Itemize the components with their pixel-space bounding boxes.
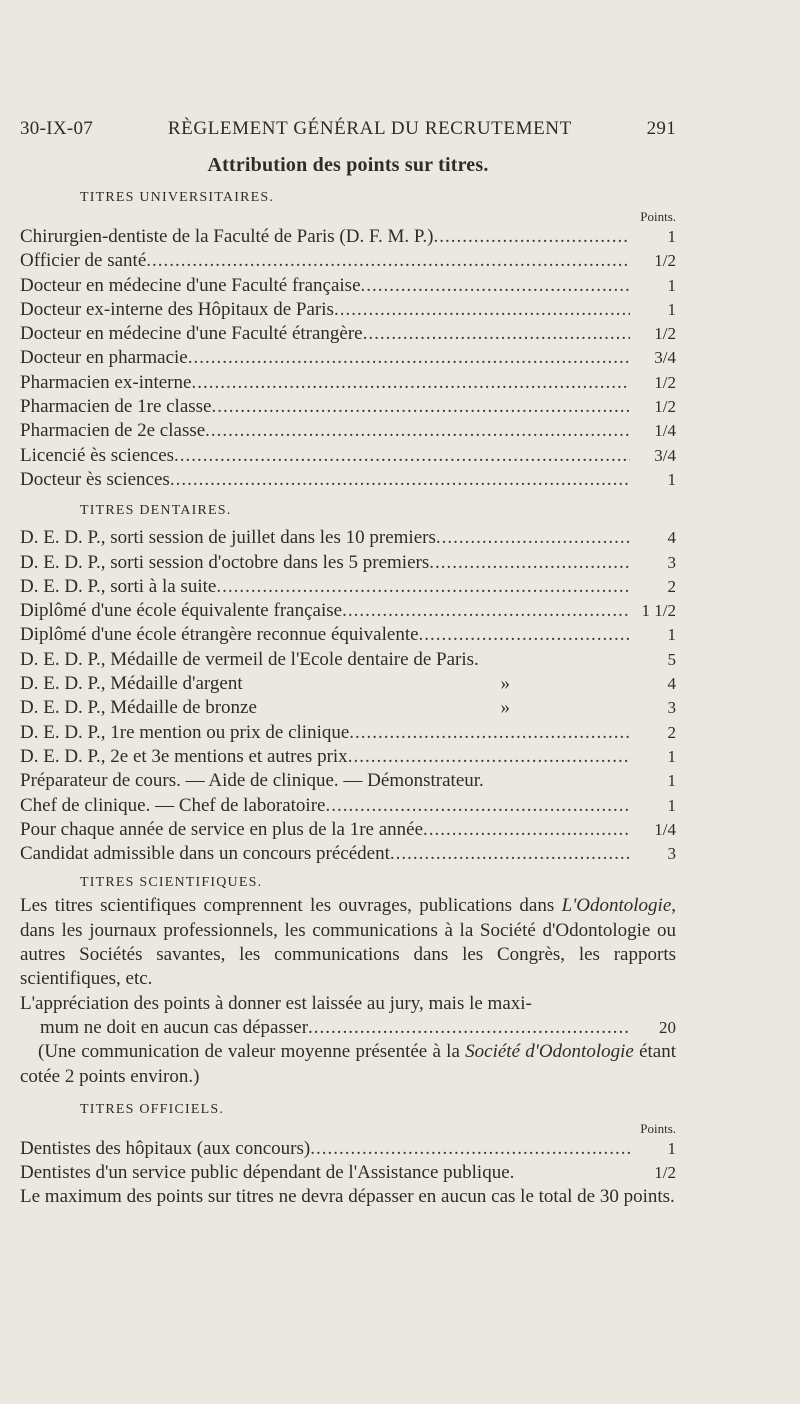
paragraph-appreciation-end [20, 1016, 676, 1040]
list-item [20, 551, 676, 575]
points-column-label: Points. [640, 209, 676, 224]
section-heading-scientifiques: TITRES SCIENTIFIQUES. [80, 875, 263, 891]
entry-label: Docteur en médecine d'une Faculté française [20, 274, 361, 296]
entry-label: Docteur en pharmacie [20, 347, 188, 369]
paragraph-text: , dans les journaux professionnels, les communications à la Société d'Odontologie ou autres Sociétés savantes, les communications dans les Congrès, les rapports scientifiques, etc. [20, 895, 676, 990]
list-item [20, 1137, 676, 1161]
page [20, 118, 676, 1210]
list-item [20, 721, 676, 745]
running-title: RÈGLEMENT GÉNÉRAL DU RECRUTEMENT [167, 118, 572, 139]
paragraph-text: Les titres scientifiques comprennent les ouvrages, publications dans [20, 895, 562, 917]
entry-label: Dentistes d'un service public dépendant de l'Assistance publique. [20, 1162, 515, 1184]
section-heading-officiels: TITRES OFFICIELS. [80, 1101, 225, 1117]
entry-points: 1 [667, 1138, 676, 1158]
list-item [20, 575, 676, 599]
dot-leader [390, 842, 630, 866]
list-item [20, 696, 676, 720]
entry-label: D. E. D. P., sorti à la suite [20, 575, 217, 597]
entry-label: D. E. D. P., sorti session de juillet dans les 10 premiers [20, 527, 436, 549]
entry-label: D. E. D. P., Médaille d'argent [20, 673, 243, 695]
entry-points: 3 [667, 698, 676, 718]
dot-leader [433, 225, 630, 249]
entry-points: 4 [667, 528, 676, 548]
entry-points: 1/2 [654, 324, 676, 344]
page-number: 291 [646, 118, 676, 139]
entry-label: Dentistes des hôpitaux (aux concours) [20, 1137, 311, 1159]
society-name: Société d'Odontologie [465, 1041, 634, 1063]
entry-points: 1/4 [654, 819, 676, 839]
dot-leader [349, 721, 630, 745]
dot-leader [191, 371, 630, 395]
list-item [20, 322, 676, 346]
entry-label: Pour chaque année de service en plus de la 1re année [20, 818, 424, 840]
entry-points: 4 [667, 674, 676, 694]
list-item [20, 623, 676, 647]
list-item [20, 468, 676, 492]
dot-leader [174, 444, 630, 468]
entry-label: D. E. D. P., sorti session d'octobre dans les 5 premiers [20, 551, 430, 573]
entry-label: Officier de santé [20, 250, 147, 272]
entry-label: Pharmacien de 2e classe [20, 420, 206, 442]
entry-label: Docteur ès sciences [20, 468, 170, 490]
page-title: Attribution des points sur titres. [207, 154, 489, 176]
list-item [20, 818, 676, 842]
list-item [20, 225, 676, 249]
list-item [20, 648, 676, 672]
list-item [20, 1161, 676, 1185]
dot-leader [348, 745, 630, 769]
entry-label: Licencié ès sciences [20, 444, 175, 466]
list-item [20, 745, 676, 769]
running-head [20, 118, 676, 148]
entry-points: 1 [667, 275, 676, 295]
paragraph-text: mum ne doit en aucun cas dépasser [40, 1016, 309, 1038]
list-item [20, 444, 676, 468]
dot-leader [361, 274, 630, 298]
dot-leader [423, 818, 630, 842]
dot-leader [419, 623, 630, 647]
dot-leader [212, 395, 631, 419]
dot-leader [170, 468, 630, 492]
dot-leader [334, 298, 630, 322]
list-item [20, 769, 676, 793]
entry-points: 3/4 [654, 445, 676, 465]
list-dentaires [20, 526, 676, 866]
entry-points: 1/2 [654, 372, 676, 392]
entry-label: D. E. D. P., 1re mention ou prix de clinique [20, 721, 350, 743]
entry-label: Candidat admissible dans un concours précédent [20, 843, 390, 865]
paragraph-scientific-titles [20, 894, 676, 991]
list-item [20, 395, 676, 419]
dot-leader [325, 794, 630, 818]
dot-leader [363, 322, 630, 346]
dot-leader [146, 249, 630, 273]
entry-points: 1 [667, 469, 676, 489]
dot-leader [310, 1137, 630, 1161]
list-item [20, 842, 676, 866]
list-item [20, 526, 676, 550]
list-item [20, 672, 676, 696]
list-item [20, 419, 676, 443]
dot-leader [188, 346, 630, 370]
dot-leader [216, 575, 630, 599]
entry-points: 5 [667, 649, 676, 669]
entry-label: D. E. D. P., Médaille de bronze [20, 697, 257, 719]
list-item [20, 298, 676, 322]
entry-points: 3/4 [654, 348, 676, 368]
entry-label: Pharmacien de 1re classe [20, 396, 212, 418]
paragraph-closing: Le maximum des points sur titres ne devra dépasser en aucun cas le total de 30 points. [20, 1186, 675, 1208]
ditto-mark: » [500, 673, 510, 695]
list-item [20, 599, 676, 623]
entry-points: 1/2 [654, 397, 676, 417]
entry-label: Docteur en médecine d'une Faculté étrangère [20, 323, 363, 345]
entry-points: 3 [667, 844, 676, 864]
max-points-value: 20 [659, 1017, 676, 1037]
entry-points: 1 1/2 [641, 601, 676, 621]
entry-points: 1 [667, 746, 676, 766]
entry-label: D. E. D. P., Médaille de vermeil de l'Ecole dentaire de Paris. [20, 648, 479, 670]
entry-label: Préparateur de cours. — Aide de clinique. — Démonstrateur. [20, 770, 484, 792]
entry-points: 1 [667, 299, 676, 319]
paragraph-appreciation: L'appréciation des points à donner est laissée au jury, mais le maxi- [20, 992, 532, 1014]
journal-title: L'Odontologie [561, 895, 672, 917]
entry-points: 1 [667, 795, 676, 815]
section-heading-universitaires: TITRES UNIVERSITAIRES. [80, 190, 275, 205]
entry-points: 2 [667, 576, 676, 596]
entry-label: Chirurgien-dentiste de la Faculté de Paris (D. F. M. P.) [20, 226, 434, 247]
dot-leader [205, 419, 630, 443]
header-date: 30-IX-07 [20, 118, 94, 139]
entry-points: 1/2 [654, 251, 676, 271]
entry-label: Diplômé d'une école équivalente française [20, 600, 343, 622]
list-officiels [20, 1137, 676, 1186]
entry-points: 1 [667, 227, 676, 246]
entry-label: D. E. D. P., 2e et 3e mentions et autres prix [20, 745, 348, 767]
list-item [20, 274, 676, 298]
entry-points: 1 [667, 625, 676, 645]
dot-leader [342, 599, 630, 623]
entry-label: Pharmacien ex-interne [20, 371, 192, 393]
dot-leader [429, 551, 630, 575]
list-universitaires [20, 225, 676, 492]
entry-points: 1 [667, 771, 676, 791]
points-column-label-officiels: Points. [640, 1120, 676, 1136]
list-item [20, 371, 676, 395]
entry-points: 2 [667, 722, 676, 742]
entry-label: Docteur ex-interne des Hôpitaux de Paris [20, 298, 334, 320]
paragraph-communication-note [20, 1040, 676, 1089]
dot-leader [308, 1016, 630, 1040]
entry-points: 1/4 [654, 421, 676, 441]
list-item [20, 794, 676, 818]
dot-leader [436, 526, 630, 550]
entry-label: Chef de clinique. — Chef de laboratoire [20, 794, 326, 816]
entry-label: Diplômé d'une école étrangère reconnue équivalente [20, 624, 419, 646]
entry-points: 3 [667, 552, 676, 572]
ditto-mark: » [500, 697, 510, 719]
list-item [20, 249, 676, 273]
paragraph-text: (Une communication de valeur moyenne présentée à la [38, 1041, 466, 1063]
entry-points: 1/2 [654, 1163, 676, 1183]
list-item [20, 346, 676, 370]
paragraph-text: étant cotée 2 points environ.) [20, 1041, 676, 1087]
section-heading-dentaires: TITRES DENTAIRES. [80, 503, 232, 519]
